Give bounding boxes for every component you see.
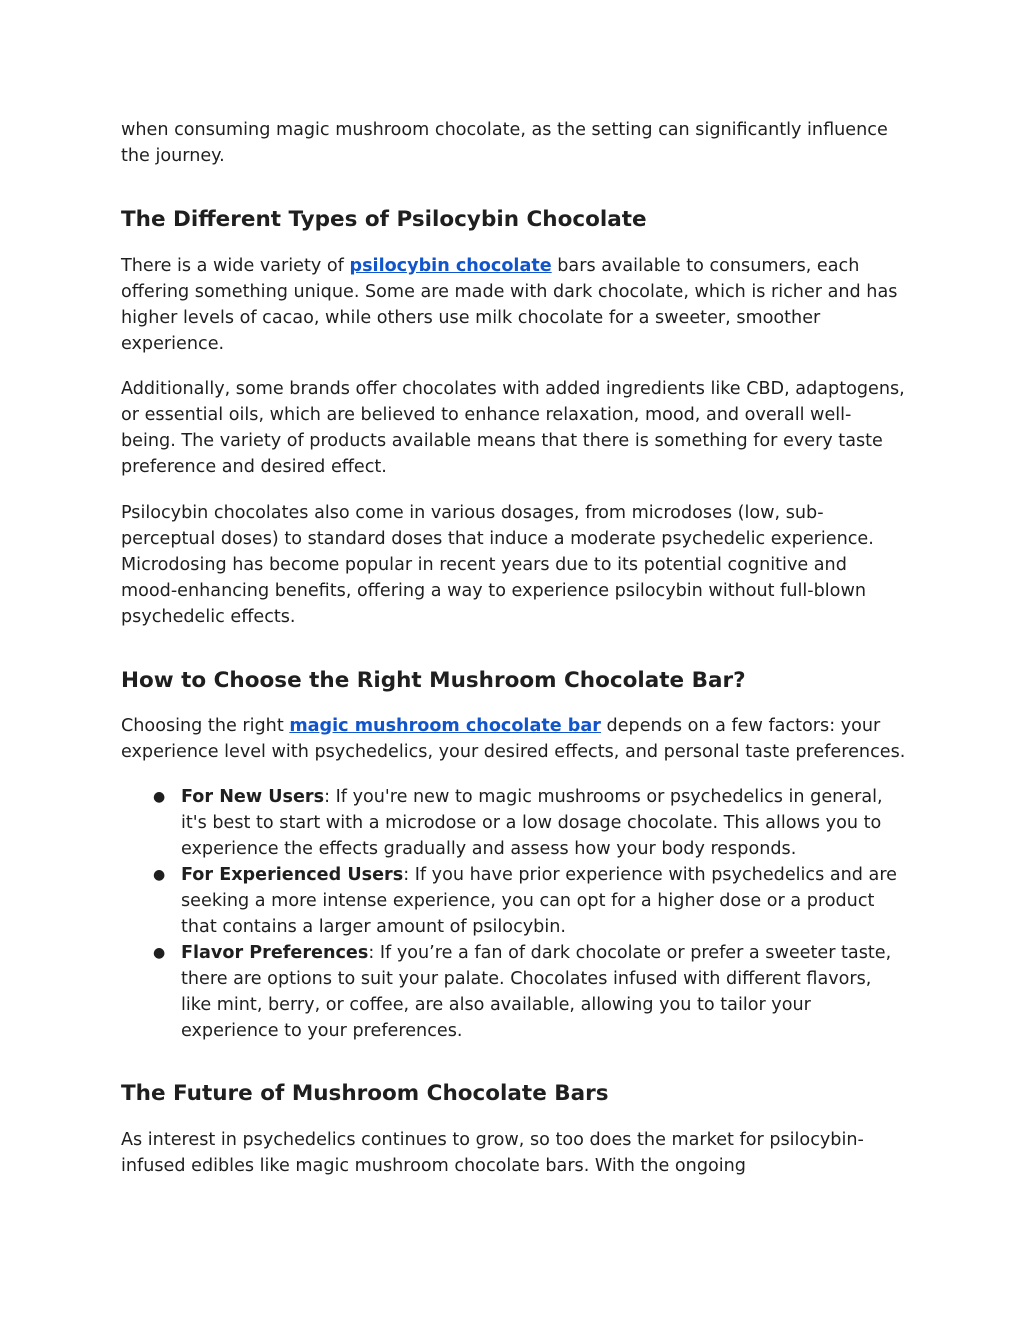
list-item-term: Flavor Preferences [181, 942, 369, 963]
paragraph-choosing [121, 714, 906, 766]
psilocybin-chocolate-link[interactable]: psilocybin chocolate [349, 255, 552, 276]
magic-mushroom-chocolate-bar-link[interactable]: magic mushroom chocolate bar [289, 715, 601, 736]
list-item-term: For Experienced Users [181, 865, 404, 886]
list-item [121, 941, 906, 1045]
paragraph-choosing-text-end: depends on a few factors: your experience level with psychedelics, your desired effects, and personal taste preferences. [121, 715, 906, 762]
paragraph-variety-text-end: bars available to consumers, each offering something unique. Some are made with dark chocolate, which is richer and has higher levels of cacao, while others use milk chocolate for a sweeter, smoother experience. [121, 255, 898, 354]
heading-how-to-choose: How to Choose the Right Mushroom Chocolate Bar? [121, 667, 746, 693]
paragraph-variety [121, 254, 906, 358]
bullet-icon: ● [153, 944, 166, 961]
paragraph-future: As interest in psychedelics continues to grow, so too does the market for psilocybin-infused edibles like magic mushroom chocolate bars. With the ongoing [121, 1130, 864, 1177]
list-item-text: : If you're new to magic mushrooms or psychedelics in general, it's best to start with a microdose or a low dosage chocolate. This allows you to experience the effects gradually and assess how your body responds. [181, 787, 883, 860]
intro-paragraph: when consuming magic mushroom chocolate, as the setting can significantly influence the journey. [121, 120, 888, 166]
list-item [121, 863, 906, 941]
paragraph-added-ingredients: Additionally, some brands offer chocolates with added ingredients like CBD, adaptogens, or essential oils, which are believed to enhance relaxation, mood, and overall well-being. The variety of products available means that there is something for every taste preference and desired effect. [121, 379, 905, 478]
heading-types-of-psilocybin-chocolate: The Different Types of Psilocybin Chocolate [121, 206, 647, 232]
bullet-icon: ● [153, 867, 166, 884]
paragraph-variety-text-start: There is a wide variety of [121, 255, 350, 276]
paragraph-choosing-text-start: Choosing the right [121, 715, 290, 736]
list-item-text: : If you’re a fan of dark chocolate or prefer a sweeter taste, there are options to suit your palate. Chocolates infused with different flavors, like mint, berry, or coffee, are also available, allowing you to tailor your experience to your preferences. [181, 942, 892, 1041]
document-page [121, 118, 906, 1180]
choice-factors-list [121, 785, 906, 1044]
list-item [121, 785, 906, 863]
list-item-text: : If you have prior experience with psychedelics and are seeking a more intense experience, you can opt for a higher dose or a product that contains a larger amount of psilocybin. [181, 865, 898, 937]
list-item-term: For New Users [181, 787, 325, 808]
paragraph-dosages: Psilocybin chocolates also come in various dosages, from microdoses (low, sub-perceptual doses) to standard doses that induce a moderate psychedelic experience. Microdosing has become popular in recent years due to its potential cognitive and mood-enhancing benefits, offering a way to experience psilocybin without full-blown psychedelic effects. [121, 503, 874, 627]
heading-future: The Future of Mushroom Chocolate Bars [121, 1081, 609, 1107]
bullet-icon: ● [153, 789, 166, 806]
